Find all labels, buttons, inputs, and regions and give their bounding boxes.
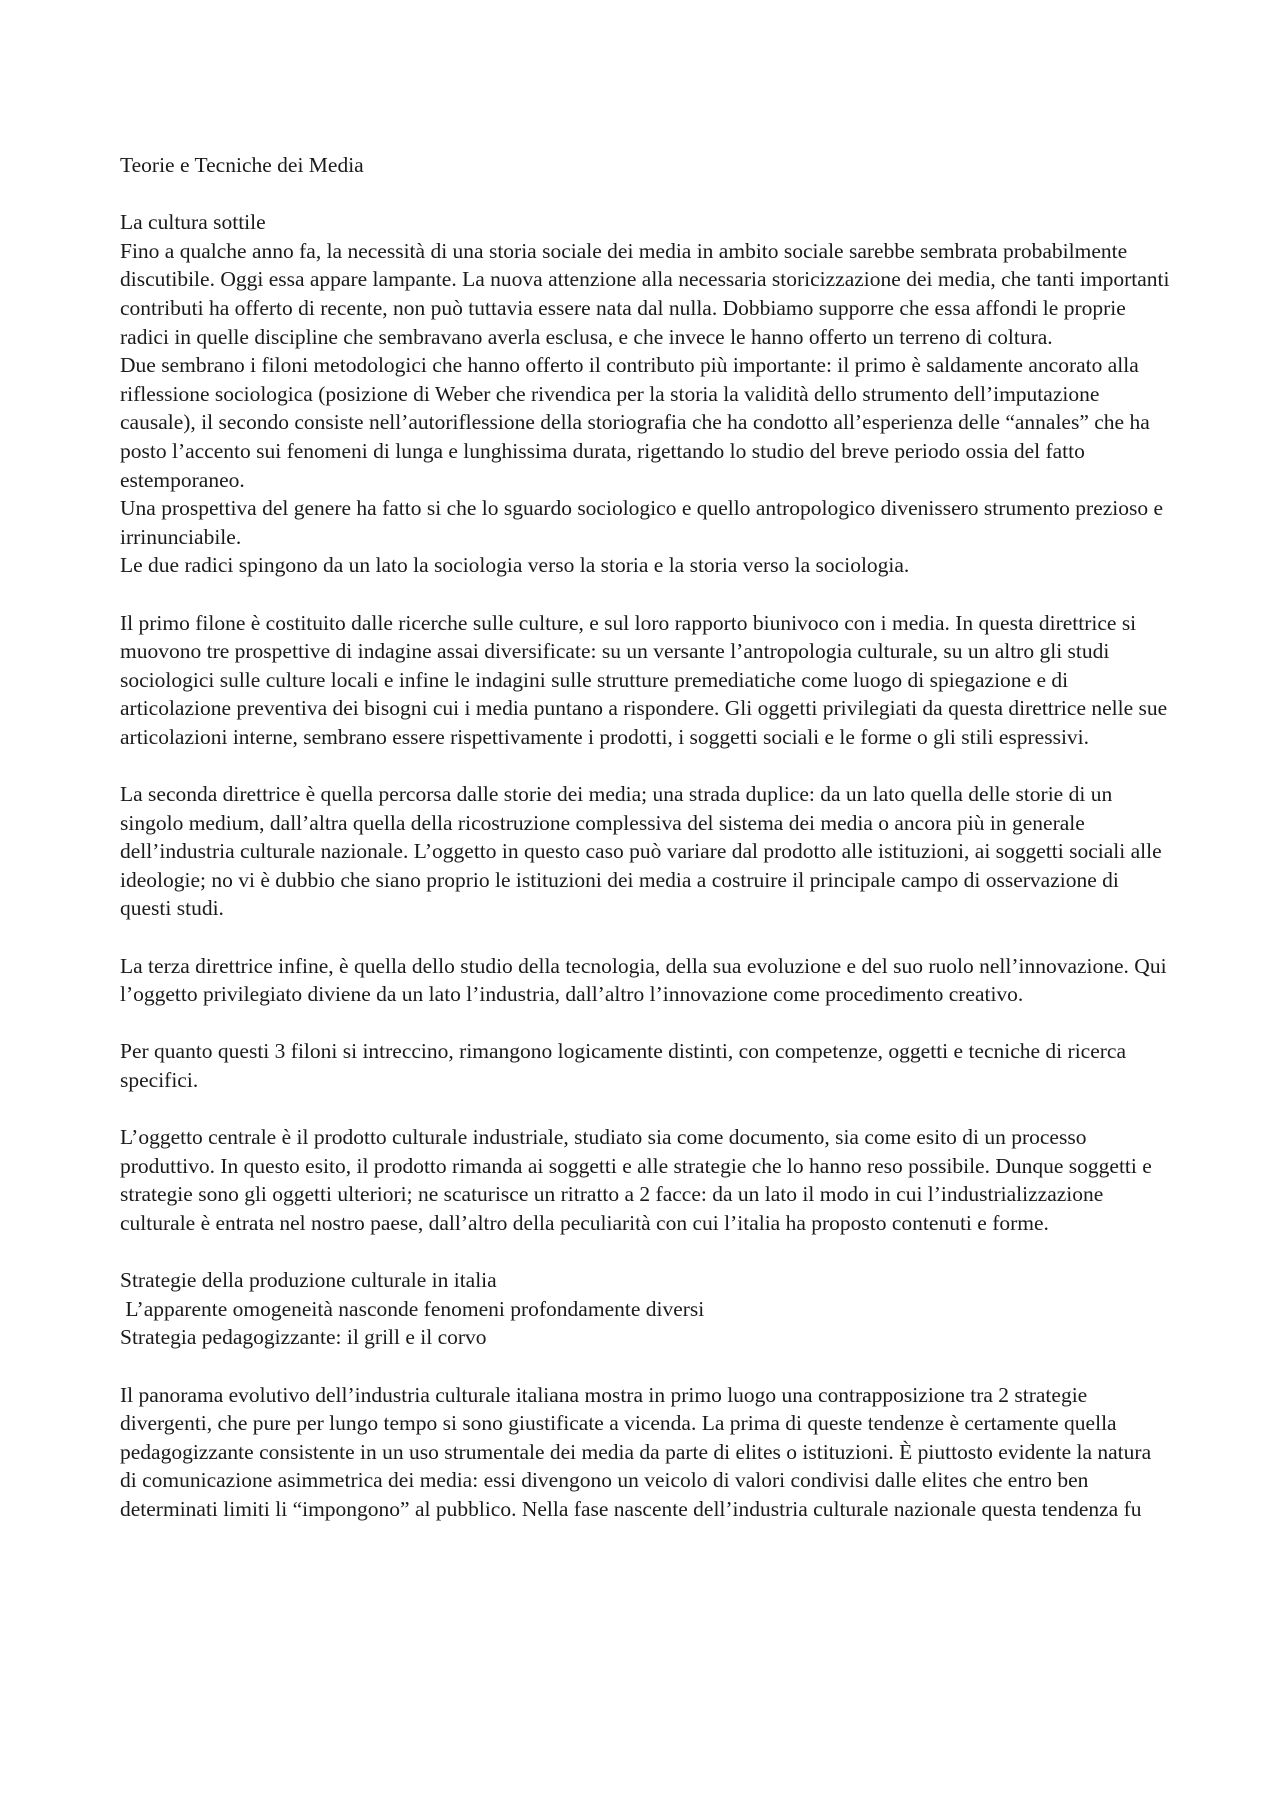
document-body: [120, 151, 1170, 1524]
section-heading: Strategie della produzione culturale in italia: [120, 1268, 497, 1293]
spacer: [120, 1009, 1170, 1038]
section-subheading: Strategia pedagogizzante: il grill e il corvo: [120, 1325, 487, 1350]
paragraph: L’oggetto centrale è il prodotto culturale industriale, studiato sia come documento, sia come esito di un processo produttivo. In questo esito, il prodotto rimanda ai soggetti e alle strategie che lo hanno reso possibile. Dunque soggetti e strategie sono gli oggetti ulteriori; ne scaturisce un ritratto a 2 facce: da un lato il modo in cui l’industrializzazione culturale è entrata nel nostro paese, dall’altro della peculiarità con cui l’italia ha proposto contenuti e forme.: [120, 1125, 1152, 1235]
paragraph: Una prospettiva del genere ha fatto si che lo sguardo sociologico e quello antropologico divenissero strumento prezioso e irrinunciabile.: [120, 496, 1164, 549]
paragraph: La terza direttrice infine, è quella dello studio della tecnologia, della sua evoluzione e del suo ruolo nell’innovazione. Qui l’oggetto privilegiato diviene da un lato l’industria, dall’altro l’innovazione come procedimento creativo.: [120, 953, 1167, 1007]
paragraph: Fino a qualche anno fa, la necessità di una storia sociale dei media in ambito sociale sarebbe sembrata probabilmente discutibile. Oggi essa appare lampante. La nuova attenzione alla necessaria storicizzazione dei media, che tanti importanti contributi ha offerto di recente, non può tuttavia essere nata dal nulla. Dobbiamo supporre che essa affondi le proprie radici in quelle discipline che sembravano averla esclusa, e che invece le hanno offerto un terreno di coltura.: [120, 238, 1170, 349]
spacer: [120, 180, 1170, 209]
paragraph: Le due radici spingono da un lato la sociologia verso la storia e la storia verso la sociologia.: [120, 553, 910, 578]
spacer: [120, 1352, 1170, 1381]
document-title: Teorie e Tecniche dei Media: [120, 153, 364, 177]
spacer: [120, 923, 1170, 952]
section-heading: La cultura sottile: [120, 210, 266, 235]
spacer: [120, 751, 1170, 780]
paragraph: Due sembrano i filoni metodologici che hanno offerto il contributo più importante: il primo è saldamente ancorato alla riflessione sociologica (posizione di Weber che rivendica per la storia la validità dello strumento dell’imputazione causale), il secondo consiste nell’autoriflessione della storiografia che ha condotto all’esperienza delle “annales” che ha posto l’accento sui fenomeni di lunga e lunghissima durata, rigettando lo studio del breve periodo ossia del fatto estemporaneo.: [120, 353, 1150, 492]
spacer: [120, 580, 1170, 609]
section-subheading: L’apparente omogeneità nasconde fenomeni profondamente diversi: [120, 1296, 705, 1321]
paragraph: La seconda direttrice è quella percorsa dalle storie dei media; una strada duplice: da un lato quella delle storie di un singolo medium, dall’altra quella della ricostruzione complessiva del sistema dei media o ancora più in generale dell’industria culturale nazionale. L’oggetto in questo caso può variare dal prodotto alle istituzioni, ai soggetti sociali alle ideologie; no vi è dubbio che siano proprio le istituzioni dei media a costruire il principale campo di osservazione di questi studi.: [120, 782, 1162, 921]
paragraph: Per quanto questi 3 filoni si intreccino, rimangono logicamente distinti, con competenze, oggetti e tecniche di ricerca specifici.: [120, 1039, 1126, 1092]
spacer: [120, 1238, 1170, 1267]
paragraph: Il panorama evolutivo dell’industria culturale italiana mostra in primo luogo una contrapposizione tra 2 strategie divergenti, che pure per lungo tempo si sono giustificate a vicenda. La prima di queste tendenze è certamente quella pedagogizzante consistente in un uso strumentale dei media da parte di elites o istituzioni. È piuttosto evidente la natura di comunicazione asimmetrica dei media: essi divengono un veicolo di valori condivisi dalle elites che entro ben determinati limiti li “impongono” al pubblico. Nella fase nascente dell’industria culturale nazionale questa tendenza fu: [120, 1382, 1152, 1521]
spacer: [120, 1095, 1170, 1124]
paragraph: Il primo filone è costituito dalle ricerche sulle culture, e sul loro rapporto biunivoco con i media. In questa direttrice si muovono tre prospettive di indagine assai diversificate: su un versante l’antropologia culturale, su un altro gli studi sociologici sulle culture locali e infine le indagini sulle strutture premediatiche come luogo di spiegazione e di articolazione preventiva dei bisogni cui i media puntano a rispondere. Gli oggetti privilegiati da questa direttrice nelle sue articolazioni interne, sembrano essere rispettivamente i prodotti, i soggetti sociali e le forme o gli stili espressivi.: [120, 610, 1168, 749]
